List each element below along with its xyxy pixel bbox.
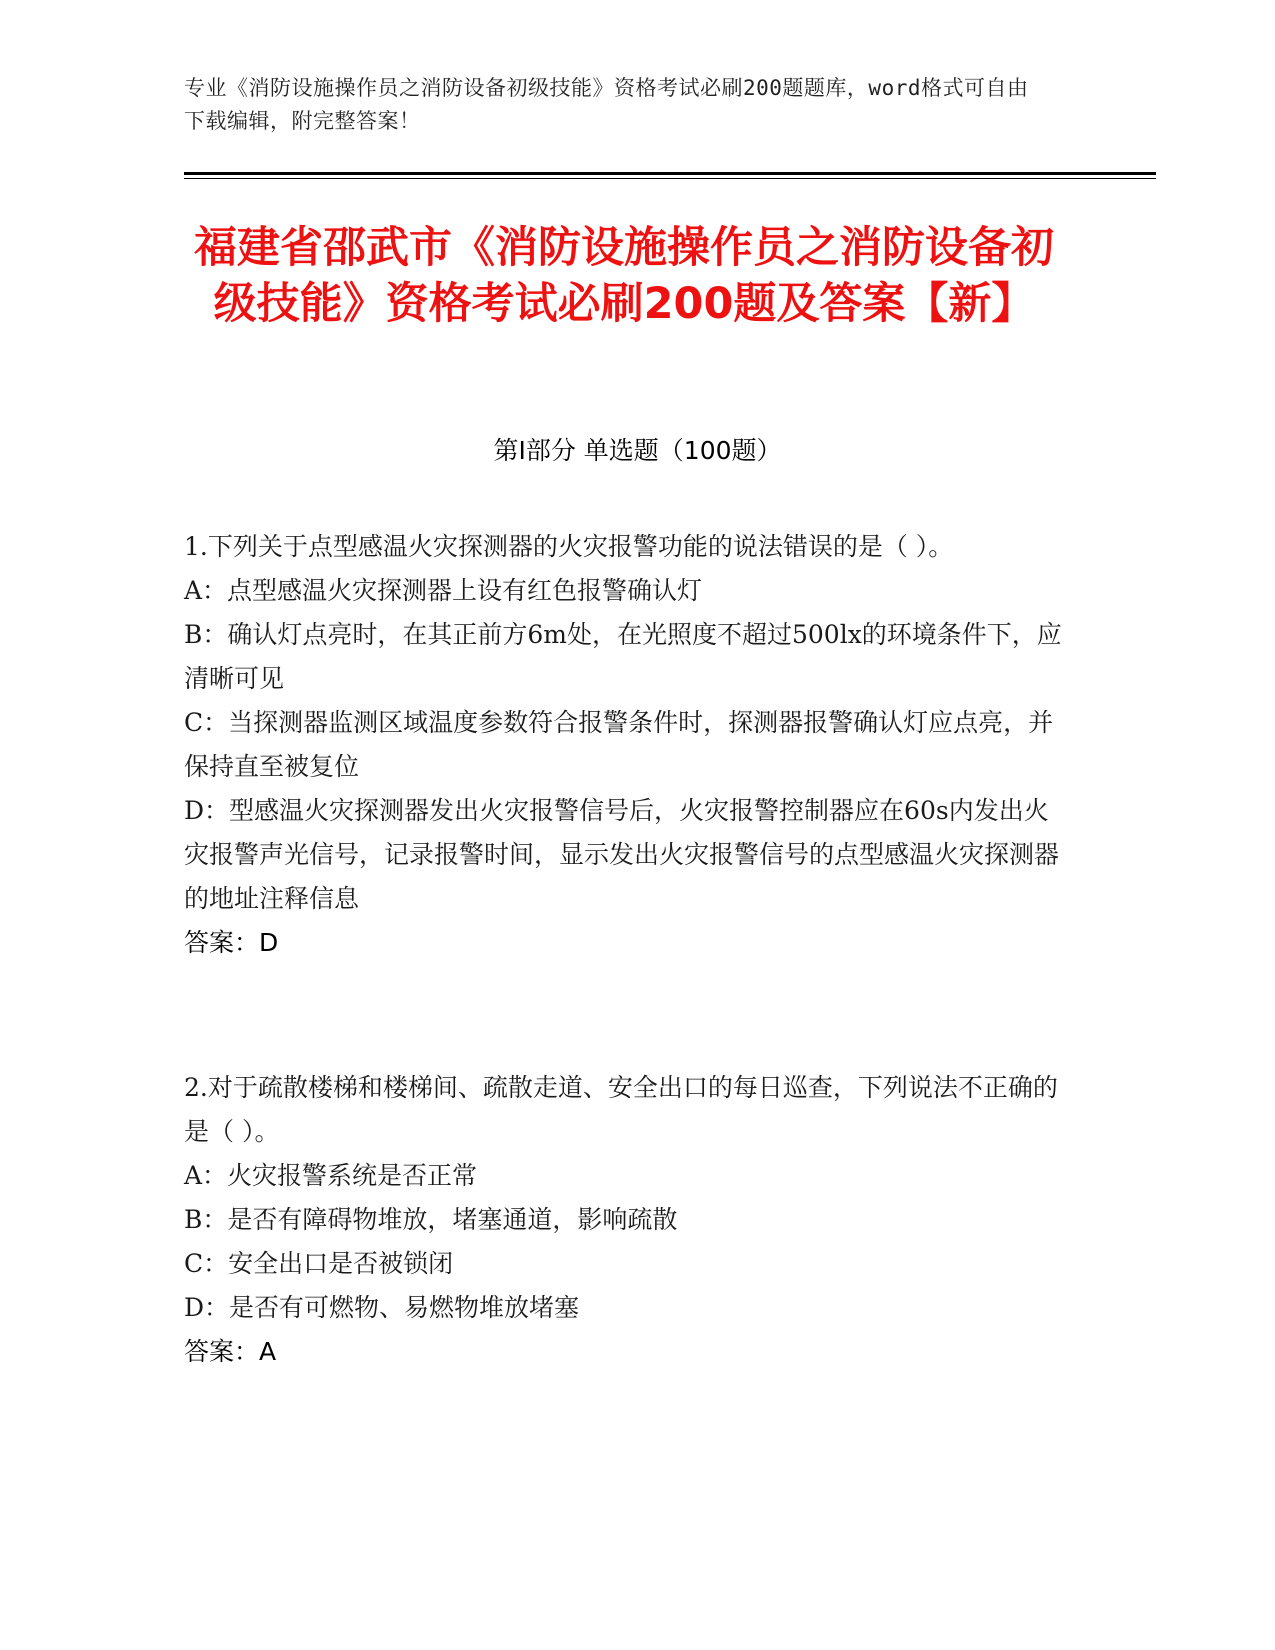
option-b: B：确认灯点亮时，在其正前方6m处，在光照度不超过500lx的环境条件下，应清晰可见 bbox=[184, 620, 1062, 693]
option-c: C：当探测器监测区域温度参数符合报警条件时，探测器报警确认灯应点亮，并保持直至被复位 bbox=[184, 708, 1054, 781]
option-d: D：是否有可燃物、易燃物堆放堵塞 bbox=[184, 1293, 580, 1322]
option-a: A：点型感温火灾探测器上设有红色报警确认灯 bbox=[184, 576, 703, 605]
document-title: 福建省邵武市《消防设施操作员之消防设备初级技能》资格考试必刷200题及答案【新】 bbox=[194, 223, 1054, 329]
header-note: 专业《消防设施操作员之消防设备初级技能》资格考试必刷200题题库，word格式可自由下载编辑，附完整答案！ bbox=[184, 76, 1029, 133]
option-c: C：安全出口是否被锁闭 bbox=[184, 1249, 454, 1278]
header-divider-thin bbox=[184, 178, 1156, 179]
header-divider-thick bbox=[184, 172, 1156, 175]
option-d: D：型感温火灾探测器发出火灾报警信号后，火灾报警控制器应在60s内发出火灾报警声光信号，记录报警时间，显示发出火灾报警信号的点型感温火灾探测器的地址注释信息 bbox=[184, 796, 1060, 913]
question-stem: 1.下列关于点型感温火灾探测器的火灾报警功能的说法错误的是（ ）。 bbox=[184, 532, 954, 561]
option-a: A：火灾报警系统是否正常 bbox=[184, 1161, 478, 1190]
answer: 答案：D bbox=[184, 928, 279, 957]
answer: 答案：A bbox=[184, 1337, 277, 1366]
question-1 bbox=[184, 525, 1064, 965]
question-stem: 2.对于疏散楼梯和楼梯间、疏散走道、安全出口的每日巡查，下列说法不正确的是（ ）。 bbox=[184, 1073, 1058, 1146]
option-b: B：是否有障碍物堆放，堵塞通道，影响疏散 bbox=[184, 1205, 678, 1234]
section-heading: 第I部分 单选题（100题） bbox=[493, 436, 782, 465]
question-2 bbox=[184, 1066, 1064, 1374]
